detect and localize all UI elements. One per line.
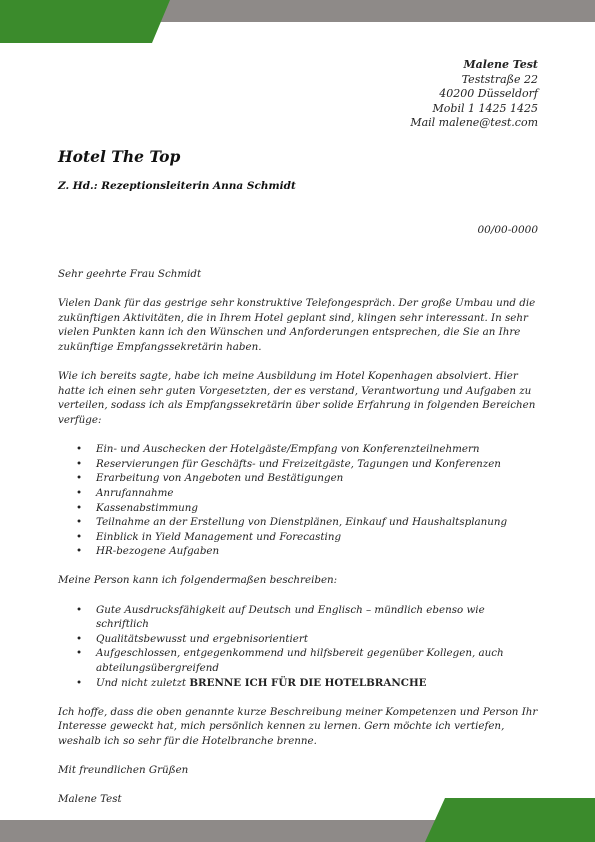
- sender-city: 40200 Düsseldorf: [439, 87, 538, 100]
- paragraph-person: Meine Person kann ich folgendermaßen beschreiben:: [58, 574, 338, 587]
- paragraph-closing-text: Ich hoffe, dass die oben genannte kurze Beschreibung meiner Kompetenzen und Person Ihr Interesse geweckt hat, mich persönlich kennen zu lernen. Gern möchte ich vertiefen, weshalb ich so sehr für die Hotelbranche brenne.: [58, 705, 538, 747]
- list-item: • Gute Ausdrucksfähigkeit auf Deutsch und Englisch – mündlich ebenso wie schriftlich: [96, 603, 540, 632]
- list-item: • Anrufannahme: [96, 486, 540, 501]
- paragraph-experience: Wie ich bereits sagte, habe ich meine Ausbildung im Hotel Kopenhagen absolviert. Hier hatte ich einen sehr guten Vorgesetzten, der es verstand, Verantwortung und Aufgaben zu verteilen, sodass ich als Empfangssekretärin über solide Erfahrung in folgenden Bereichen verfüge:: [58, 370, 536, 426]
- header-gray-stripe: [140, 0, 595, 22]
- list-item: • Teilnahme an der Erstellung von Dienstplänen, Einkauf und Haushaltsplanung: [96, 515, 540, 530]
- recipient-company: Hotel The Top: [58, 147, 181, 166]
- signature: Malene Test: [58, 793, 122, 806]
- header-band: [0, 0, 595, 44]
- list-item-final: [96, 676, 540, 691]
- letter-body: [58, 267, 540, 822]
- final-quality-prefix: Und nicht zuletzt: [96, 676, 187, 689]
- experience-list: [58, 442, 540, 559]
- footer-gray-stripe: [0, 820, 450, 842]
- recipient-attention: Z. Hd.: Rezeptionsleiterin Anna Schmidt: [58, 180, 296, 192]
- sender-street: Teststraße 22: [461, 72, 538, 86]
- list-item: • Qualitätsbewusst und ergebnisorientiert: [96, 632, 540, 647]
- sender-email: Mail malene@test.com: [410, 116, 538, 129]
- qualities-list: [58, 603, 540, 691]
- paragraph-intro: Vielen Dank für das gestrige sehr konstruktive Telefongespräch. Der große Umbau und die zukünftigen Aktivitäten, die in Ihrem Hotel geplant sind, klingen sehr interessant. In sehr vielen Punkten kann ich den Wünschen und Anforderungen entsprechen, die Sie an Ihre zukünftige Empfangssekretärin haben.: [58, 297, 536, 353]
- list-item: • Ein- und Auschecken der Hotelgäste/Empfang von Konferenzteilnehmern: [96, 442, 540, 457]
- sender-address-block: [410, 58, 538, 131]
- list-item: • Reservierungen für Geschäfts- und Freizeitgäste, Tagungen und Konferenzen: [96, 457, 540, 472]
- list-item: • Aufgeschlossen, entgegenkommend und hilfsbereit gegenüber Kollegen, auch abteilungsübergreifend: [96, 646, 540, 675]
- list-item: • Kassenabstimmung: [96, 501, 540, 516]
- list-item: • HR-bezogene Aufgaben: [96, 544, 540, 559]
- closing-phrase: Mit freundlichen Grüßen: [58, 764, 189, 777]
- header-green-stripe: [0, 0, 170, 43]
- letter-date: 00/00-0000: [477, 224, 538, 236]
- sender-name: Malene Test: [463, 58, 538, 71]
- final-quality-emphasis: BRENNE ICH FÜR DIE HOTELBRANCHE: [189, 676, 427, 689]
- sender-phone: Mobil 1 1425 1425: [432, 101, 538, 115]
- list-item: • Einblick in Yield Management und Forecasting: [96, 530, 540, 545]
- salutation: Sehr geehrte Frau Schmidt: [58, 268, 202, 280]
- list-item: • Erarbeitung von Angeboten und Bestätigungen: [96, 471, 540, 486]
